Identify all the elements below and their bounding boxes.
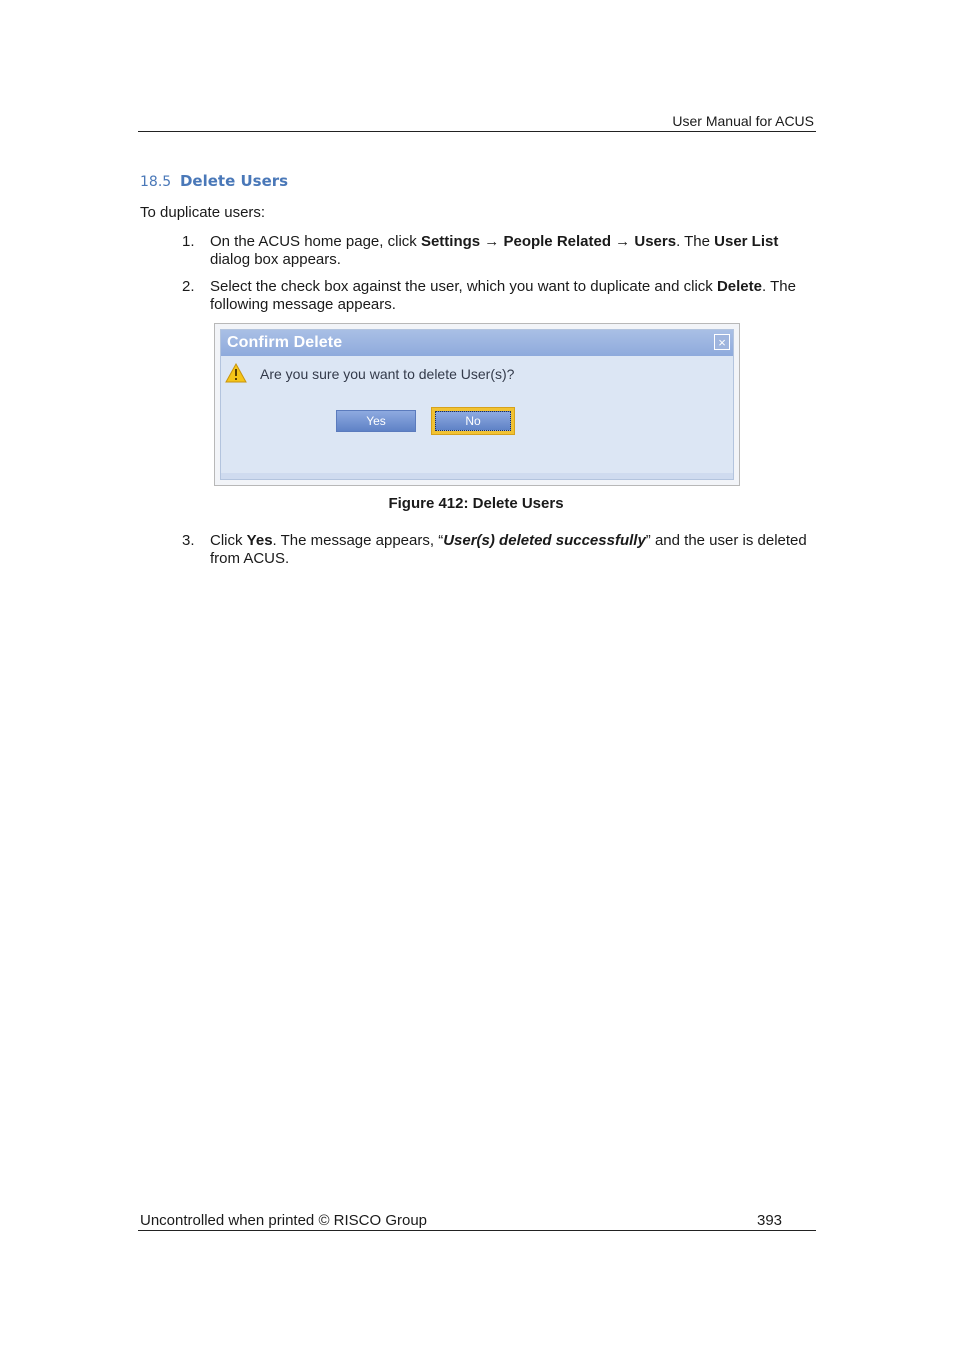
page-number: 393 (757, 1212, 783, 1229)
no-button[interactable] (431, 407, 515, 435)
close-icon[interactable]: × (714, 334, 730, 350)
no-button-label: No (435, 411, 511, 431)
step-text: Select the check box against the user, which you want to duplicate and click Delete. The following message appears. (210, 278, 796, 313)
step-number: 3. (182, 532, 195, 549)
confirm-delete-dialog (220, 329, 734, 480)
dialog-footer-strip (221, 473, 733, 479)
section-title: Delete Users (179, 172, 289, 190)
dialog-title: Confirm Delete (227, 334, 343, 351)
step-number: 2. (182, 278, 195, 295)
page-footer (138, 1211, 816, 1231)
step-2 (182, 278, 812, 314)
step-1 (182, 233, 812, 269)
step-text: Click Yes. The message appears, “User(s) deleted successfully” and the user is deleted from ACUS. (210, 532, 807, 567)
page-header (138, 112, 816, 132)
step-number: 1. (182, 233, 195, 250)
section-heading (140, 172, 288, 190)
dialog-message: Are you sure you want to delete User(s)? (260, 366, 515, 382)
figure-screenshot (214, 323, 740, 486)
yes-button[interactable]: Yes (336, 410, 416, 432)
footer-copyright: Uncontrolled when printed © RISCO Group (140, 1212, 428, 1229)
step-3 (182, 532, 812, 568)
intro-text: To duplicate users: (140, 204, 266, 221)
dialog-titlebar (221, 330, 733, 356)
warning-triangle-icon (225, 363, 247, 383)
step-text: On the ACUS home page, click Settings → People Related → Users. The User List dialog box appears. (210, 233, 779, 268)
figure-caption: Figure 412: Delete Users (388, 495, 564, 512)
header-title: User Manual for ACUS (672, 113, 814, 129)
section-number: 18.5 (140, 174, 172, 190)
